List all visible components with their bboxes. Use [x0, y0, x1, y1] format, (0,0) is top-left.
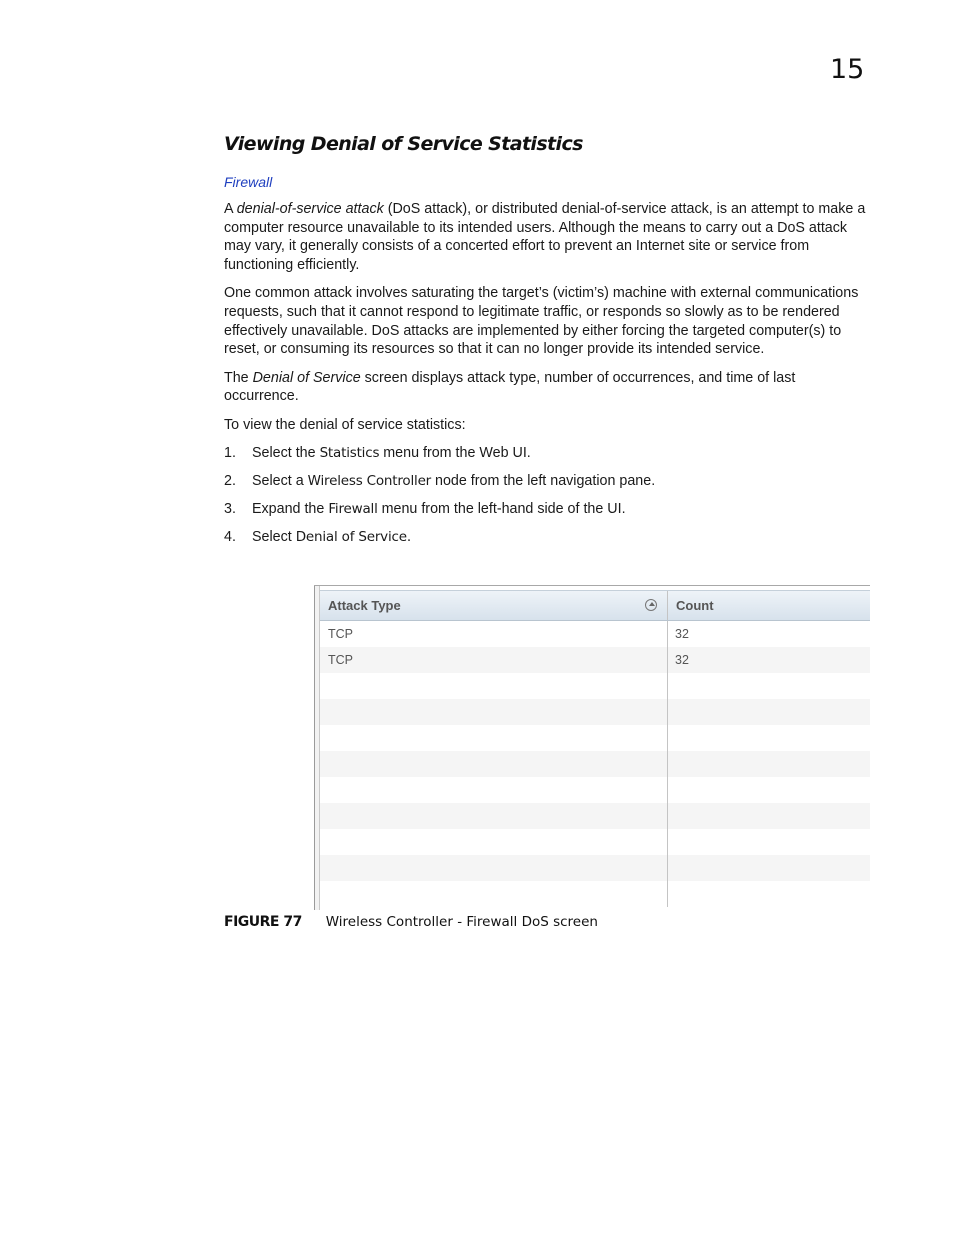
- table-row[interactable]: [320, 673, 870, 699]
- table-row[interactable]: [320, 881, 870, 907]
- text: A: [224, 201, 237, 217]
- cell-attack-type: [320, 803, 668, 829]
- step-number: 4.: [224, 529, 236, 546]
- step-text: Select: [252, 529, 296, 546]
- cell-attack-type: [320, 777, 668, 803]
- step-text: Select a: [252, 472, 308, 489]
- cell-count: 32: [675, 627, 689, 641]
- chapter-number: 15: [830, 54, 865, 85]
- ui-element-name: Denial of Service.: [295, 529, 411, 546]
- ui-element-name: Statistics: [319, 444, 380, 461]
- table-row[interactable]: [320, 829, 870, 855]
- cell-attack-type: TCP: [320, 647, 668, 673]
- text: (DoS attack), or distributed denial-of-service attack, is an attempt to make a computer resource unavailable to its intended users. Although the means to carry out a DoS attack may vary, it generally consists of a concerted effort to prevent an Internet site or service from functioning efficiently.: [224, 201, 866, 274]
- table-row[interactable]: [320, 803, 870, 829]
- figure-caption: [224, 913, 598, 930]
- paragraph-instructions-intro: To view the denial of service statistics:: [224, 416, 466, 433]
- cell-attack-type: [320, 829, 668, 855]
- cell-attack-type: TCP: [320, 621, 668, 647]
- text: screen displays attack type, number of occurrences, and time of last occurrence.: [224, 369, 796, 405]
- cell-count: [668, 777, 870, 803]
- cell-attack-type: [320, 751, 668, 777]
- dos-statistics-screenshot: [314, 585, 870, 910]
- cell-count: [668, 751, 870, 777]
- step-text: node from the left navigation pane.: [431, 472, 656, 489]
- table-row[interactable]: [320, 699, 870, 725]
- table-row[interactable]: [320, 855, 870, 881]
- cell-attack-type: [320, 673, 668, 699]
- cell-attack-type: [320, 881, 668, 907]
- table-header: [320, 590, 870, 621]
- table-row[interactable]: [320, 751, 870, 777]
- cell-count: 32: [675, 653, 689, 667]
- step-text: Expand the: [252, 501, 329, 518]
- cell-attack-type: [320, 699, 668, 725]
- cell-count: [668, 699, 870, 725]
- step-1: [224, 444, 872, 463]
- cell-attack-type: [320, 855, 668, 881]
- paragraph-dos-definition: [224, 200, 872, 275]
- step-4: [224, 528, 872, 547]
- ui-element-name: Firewall: [328, 501, 378, 518]
- step-text: Select the: [252, 444, 320, 461]
- figure-label: FIGURE 77: [224, 914, 302, 930]
- cell-count: [668, 881, 870, 907]
- column-label: Attack Type: [328, 598, 401, 613]
- body-text: [224, 200, 872, 557]
- text: The: [224, 369, 253, 386]
- step-text: menu from the left-hand side of the UI.: [377, 501, 626, 518]
- table-row[interactable]: [320, 777, 870, 803]
- term-dos-attack: denial-of-service attack: [236, 201, 384, 217]
- step-3: [224, 500, 872, 519]
- step-number: 3.: [224, 501, 236, 518]
- sort-ascending-icon[interactable]: [645, 599, 657, 611]
- cell-count: [668, 829, 870, 855]
- cell-count: [668, 673, 870, 699]
- firewall-cross-reference[interactable]: Firewall: [224, 174, 273, 190]
- step-number: 2.: [224, 472, 236, 489]
- ui-element-name: Wireless Controller: [307, 472, 432, 489]
- column-header-attack-type[interactable]: [320, 591, 668, 620]
- table-row[interactable]: [320, 647, 870, 673]
- step-2: [224, 472, 872, 491]
- table-row[interactable]: [320, 621, 870, 647]
- cell-count: [668, 855, 870, 881]
- cell-count: [668, 803, 870, 829]
- table-row[interactable]: [320, 725, 870, 751]
- step-number: 1.: [224, 444, 236, 461]
- cell-count: [668, 725, 870, 751]
- dos-table: [320, 590, 870, 907]
- table-body: [320, 621, 870, 907]
- term-denial-of-service: Denial of Service: [252, 369, 361, 386]
- step-text: menu from the Web UI.: [379, 444, 531, 461]
- paragraph-common-attack: One common attack involves saturating the target’s (victim’s) machine with external communications requests, such that it cannot respond to legitimate traffic, or responds so slowly as to be rendered effectively unavailable. DoS attacks are implemented by either forcing the targeted computer(s) to reset, or consuming its resources so that it can no longer provide its intended service.: [224, 285, 859, 358]
- figure-caption-text: Wireless Controller - Firewall DoS screen: [325, 914, 598, 930]
- steps-list: [224, 444, 872, 547]
- paragraph-screen-description: [224, 369, 872, 406]
- cell-attack-type: [320, 725, 668, 751]
- column-header-count[interactable]: Count: [676, 598, 714, 613]
- section-title: Viewing Denial of Service Statistics: [224, 133, 583, 155]
